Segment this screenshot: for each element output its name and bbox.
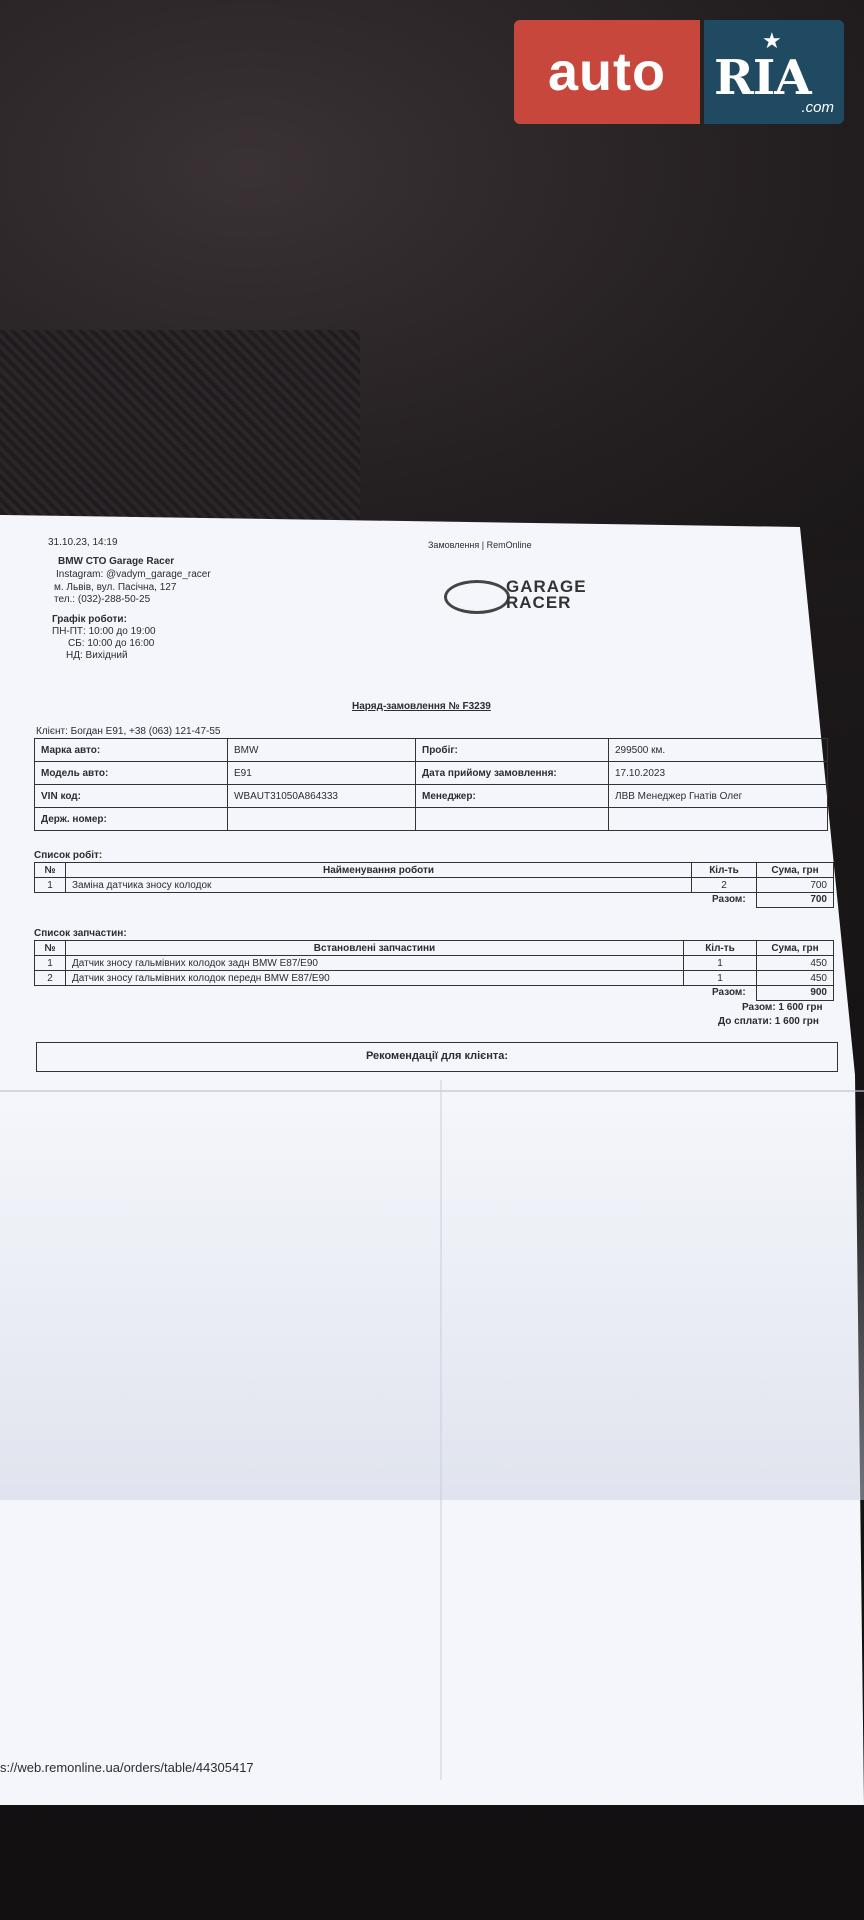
order-title: Наряд-замовлення № F3239 xyxy=(352,701,491,712)
mileage-value: 299500 км. xyxy=(609,739,828,762)
manager-value: ЛВВ Менеджер Гнатів Олег xyxy=(609,785,828,808)
company-name: BMW СТО Garage Racer xyxy=(58,556,175,567)
parts-title: Список запчастин: xyxy=(34,928,127,939)
date-label: Дата прийому замовлення: xyxy=(416,762,609,785)
watermark-ria: RIA xyxy=(714,50,811,106)
vin-label: VIN код: xyxy=(35,785,228,808)
info-row xyxy=(35,785,828,808)
seat-fabric xyxy=(0,330,360,530)
star-icon: ★ xyxy=(762,28,782,53)
parts-total-value: 900 xyxy=(810,987,827,998)
part-num: 1 xyxy=(35,956,66,971)
works-title: Список робіт: xyxy=(34,850,103,861)
part-qty: 1 xyxy=(684,956,757,971)
grand-total: Разом: 1 600 грн xyxy=(742,1002,823,1013)
works-total-label: Разом: xyxy=(712,894,746,905)
part-name: Датчик зносу гальмівних колодок задн BMW E87/E90 xyxy=(66,956,684,971)
garage-racer-logo xyxy=(444,578,624,614)
works-total-value: 700 xyxy=(810,894,827,905)
works-total-box xyxy=(756,892,834,908)
schedule-weekdays: ПН-ПТ: 10:00 до 19:00 xyxy=(52,626,156,637)
watermark-com: .com xyxy=(801,99,834,116)
info-row xyxy=(35,808,828,831)
parts-header-num: № xyxy=(35,941,66,956)
print-datetime: 31.10.23, 14:19 xyxy=(48,537,118,548)
part-sum: 450 xyxy=(757,971,834,986)
works-header-qty: Кіл-ть xyxy=(692,863,757,878)
part-sum: 450 xyxy=(757,956,834,971)
company-phone: тел.: (032)-288-50-25 xyxy=(54,594,151,605)
empty-cell xyxy=(416,808,609,831)
model-label: Модель авто: xyxy=(35,762,228,785)
company-instagram: Instagram: @vadym_garage_racer xyxy=(56,569,211,580)
part-qty: 1 xyxy=(684,971,757,986)
work-num: 1 xyxy=(35,878,66,893)
autoria-watermark xyxy=(514,20,844,124)
model-value: E91 xyxy=(228,762,416,785)
parts-total-label: Разом: xyxy=(712,987,746,998)
works-header-num: № xyxy=(35,863,66,878)
parts-header xyxy=(35,941,834,956)
manager-label: Менеджер: xyxy=(416,785,609,808)
info-row xyxy=(35,762,828,785)
mileage-label: Пробіг: xyxy=(416,739,609,762)
paper-fold-vertical xyxy=(440,1080,442,1780)
vehicle-info-table xyxy=(34,738,828,831)
table-row xyxy=(35,971,834,986)
amount-to-pay: До сплати: 1 600 грн xyxy=(718,1016,819,1027)
part-name: Датчик зносу гальмівних колодок передн BMW E87/E90 xyxy=(66,971,684,986)
work-sum: 700 xyxy=(757,878,834,893)
work-name: Заміна датчика зносу колодок xyxy=(66,878,692,893)
works-table xyxy=(34,862,834,893)
schedule-saturday: СБ: 10:00 до 16:00 xyxy=(68,638,155,649)
info-row xyxy=(35,739,828,762)
logo-mark-icon xyxy=(444,580,510,614)
schedule-sunday: НД: Вихідний xyxy=(66,650,128,661)
make-label: Марка авто: xyxy=(35,739,228,762)
watermark-auto: auto xyxy=(514,20,700,124)
watermark-ria-block xyxy=(704,20,844,124)
footer-url: s://web.remonline.ua/orders/table/44305417 xyxy=(0,1760,254,1775)
vin-value: WBAUT31050A864333 xyxy=(228,785,416,808)
parts-header-qty: Кіл-ть xyxy=(684,941,757,956)
empty-cell xyxy=(609,808,828,831)
schedule-title: Графік роботи: xyxy=(52,614,127,625)
date-value: 17.10.2023 xyxy=(609,762,828,785)
works-header-sum: Сума, грн xyxy=(757,863,834,878)
part-num: 2 xyxy=(35,971,66,986)
parts-total-box xyxy=(756,985,834,1001)
paper-fold xyxy=(0,1090,864,1092)
logo-line-1: GARAGE xyxy=(506,577,587,596)
work-qty: 2 xyxy=(692,878,757,893)
works-header-name: Найменування роботи xyxy=(66,863,692,878)
table-row xyxy=(35,878,834,893)
paper-shadow xyxy=(0,1100,864,1500)
logo-text xyxy=(506,579,587,611)
recommendations-box: Рекомендації для клієнта: xyxy=(36,1042,838,1072)
print-source: Замовлення | RemOnline xyxy=(428,540,532,550)
make-value: BMW xyxy=(228,739,416,762)
parts-table xyxy=(34,940,834,986)
parts-header-sum: Сума, грн xyxy=(757,941,834,956)
table-row xyxy=(35,956,834,971)
logo-line-2: RACER xyxy=(506,593,572,612)
plate-value xyxy=(228,808,416,831)
parts-header-name: Встановлені запчастини xyxy=(66,941,684,956)
company-address: м. Львів, вул. Пасічна, 127 xyxy=(54,582,177,593)
plate-label: Держ. номер: xyxy=(35,808,228,831)
works-header xyxy=(35,863,834,878)
client-line: Клієнт: Богдан E91, +38 (063) 121-47-55 xyxy=(36,726,221,737)
